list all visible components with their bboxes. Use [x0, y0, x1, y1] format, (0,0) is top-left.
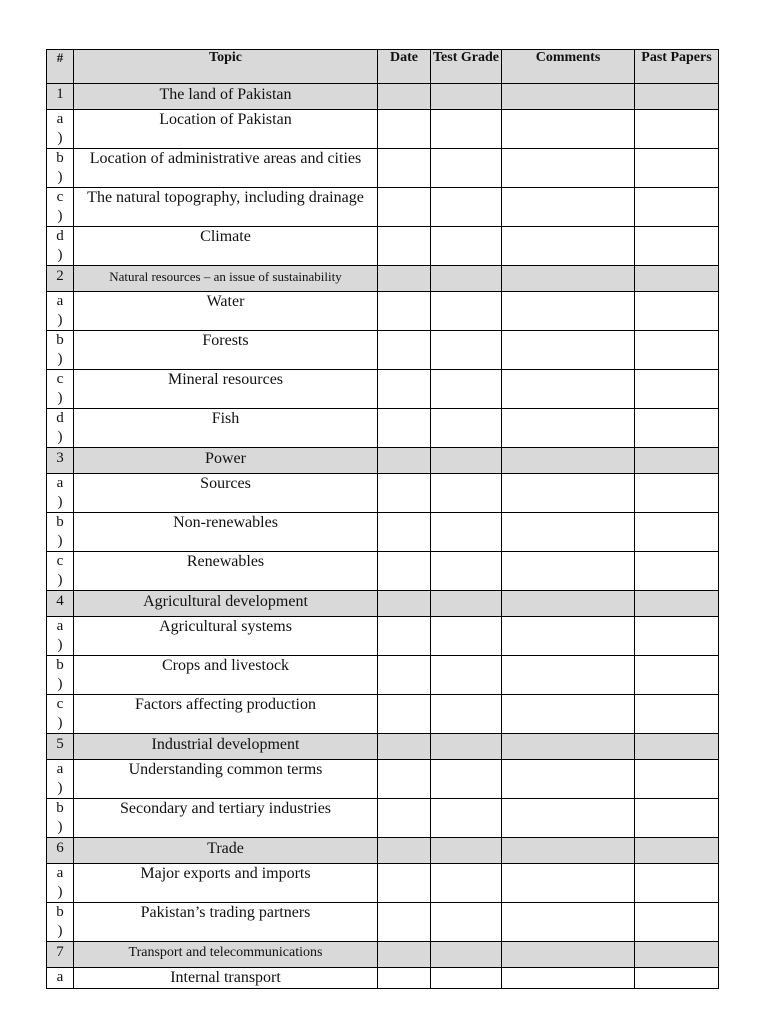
row-number — [47, 266, 74, 292]
comments-cell[interactable] — [502, 292, 635, 331]
date-cell[interactable] — [378, 266, 431, 292]
comments-cell[interactable] — [502, 474, 635, 513]
comments-cell[interactable] — [502, 864, 635, 903]
row-number-paren: ) — [57, 208, 63, 224]
header-past-papers: Past Papers — [635, 50, 719, 84]
row-number — [47, 149, 74, 188]
topic-cell: Crops and livestock — [74, 656, 378, 695]
row-number-paren: ) — [57, 247, 63, 263]
table-row — [47, 552, 719, 591]
date-cell[interactable] — [378, 617, 431, 656]
row-number — [47, 903, 74, 942]
table-row — [47, 227, 719, 266]
test-grade-cell[interactable] — [431, 552, 502, 591]
past-papers-cell[interactable] — [635, 370, 719, 409]
comments-cell[interactable] — [502, 838, 635, 864]
row-number — [47, 370, 74, 409]
past-papers-cell[interactable] — [635, 474, 719, 513]
table-row — [47, 370, 719, 409]
past-papers-cell[interactable] — [635, 760, 719, 799]
comments-cell[interactable] — [502, 799, 635, 838]
test-grade-cell[interactable] — [431, 591, 502, 617]
section-title: Agricultural development — [74, 591, 378, 617]
row-number-paren: ) — [57, 533, 63, 549]
row-number-label: 1 — [56, 86, 64, 102]
row-number-paren: ) — [57, 312, 63, 328]
test-grade-cell[interactable] — [431, 513, 502, 552]
topic-cell: Pakistan’s trading partners — [74, 903, 378, 942]
row-number — [47, 968, 74, 989]
test-grade-cell[interactable] — [431, 292, 502, 331]
row-number — [47, 84, 74, 110]
row-number — [47, 838, 74, 864]
section-row — [47, 942, 719, 968]
date-cell[interactable] — [378, 409, 431, 448]
past-papers-cell[interactable] — [635, 799, 719, 838]
past-papers-cell[interactable] — [635, 838, 719, 864]
section-row — [47, 734, 719, 760]
past-papers-cell[interactable] — [635, 110, 719, 149]
topic-cell: Forests — [74, 331, 378, 370]
date-cell[interactable] — [378, 799, 431, 838]
table-row — [47, 110, 719, 149]
test-grade-cell[interactable] — [431, 448, 502, 474]
past-papers-cell[interactable] — [635, 331, 719, 370]
row-number-paren: ) — [57, 780, 63, 796]
table-row — [47, 331, 719, 370]
topic-cell: Agricultural systems — [74, 617, 378, 656]
date-cell[interactable] — [378, 942, 431, 968]
section-title: Power — [74, 448, 378, 474]
test-grade-cell[interactable] — [431, 84, 502, 110]
table-row — [47, 695, 719, 734]
test-grade-cell[interactable] — [431, 968, 502, 989]
topic-cell: Location of Pakistan — [74, 110, 378, 149]
row-number — [47, 864, 74, 903]
table-row — [47, 188, 719, 227]
row-number-label: a — [56, 111, 64, 127]
date-cell[interactable] — [378, 552, 431, 591]
row-number-label: c — [56, 371, 64, 387]
test-grade-cell[interactable] — [431, 110, 502, 149]
test-grade-cell[interactable] — [431, 617, 502, 656]
row-number — [47, 942, 74, 968]
row-number — [47, 513, 74, 552]
comments-cell[interactable] — [502, 188, 635, 227]
test-grade-cell[interactable] — [431, 227, 502, 266]
section-row — [47, 266, 719, 292]
row-number-paren: ) — [57, 819, 63, 835]
date-cell[interactable] — [378, 149, 431, 188]
comments-cell[interactable] — [502, 903, 635, 942]
row-number-label: 7 — [56, 944, 64, 960]
test-grade-cell[interactable] — [431, 760, 502, 799]
comments-cell[interactable] — [502, 266, 635, 292]
test-grade-cell[interactable] — [431, 266, 502, 292]
section-row — [47, 84, 719, 110]
row-number-label: b — [56, 150, 64, 166]
topic-cell: Mineral resources — [74, 370, 378, 409]
table-row — [47, 149, 719, 188]
topic-cell: The natural topography, including drainage — [74, 188, 378, 227]
row-number — [47, 292, 74, 331]
row-number — [47, 799, 74, 838]
row-number — [47, 695, 74, 734]
date-cell[interactable] — [378, 84, 431, 110]
row-number — [47, 656, 74, 695]
past-papers-cell[interactable] — [635, 448, 719, 474]
row-number-paren: ) — [57, 676, 63, 692]
comments-cell[interactable] — [502, 84, 635, 110]
row-number — [47, 552, 74, 591]
row-number — [47, 110, 74, 149]
comments-cell[interactable] — [502, 149, 635, 188]
row-number-paren: ) — [57, 884, 63, 900]
comments-cell[interactable] — [502, 617, 635, 656]
row-number-label: d — [56, 410, 64, 426]
date-cell[interactable] — [378, 864, 431, 903]
row-number-label: a — [56, 618, 64, 634]
section-row — [47, 448, 719, 474]
date-cell[interactable] — [378, 474, 431, 513]
test-grade-cell[interactable] — [431, 331, 502, 370]
past-papers-cell[interactable] — [635, 734, 719, 760]
row-number — [47, 227, 74, 266]
row-number-label: c — [56, 553, 64, 569]
test-grade-cell[interactable] — [431, 188, 502, 227]
row-number-paren: ) — [57, 494, 63, 510]
row-number-paren: ) — [57, 715, 63, 731]
row-number-label: a — [56, 865, 64, 881]
comments-cell[interactable] — [502, 942, 635, 968]
test-grade-cell[interactable] — [431, 838, 502, 864]
row-number-paren: ) — [57, 169, 63, 185]
row-number-paren: ) — [57, 429, 63, 445]
date-cell[interactable] — [378, 513, 431, 552]
test-grade-cell[interactable] — [431, 656, 502, 695]
topic-cell: Fish — [74, 409, 378, 448]
row-number-paren: ) — [57, 923, 63, 939]
topic-cell: Non-renewables — [74, 513, 378, 552]
date-cell[interactable] — [378, 591, 431, 617]
date-cell[interactable] — [378, 968, 431, 989]
topic-cell: Factors affecting production — [74, 695, 378, 734]
header-number: # — [47, 50, 74, 84]
row-number-label: b — [56, 904, 64, 920]
past-papers-cell[interactable] — [635, 188, 719, 227]
comments-cell[interactable] — [502, 552, 635, 591]
table-row — [47, 474, 719, 513]
comments-cell[interactable] — [502, 370, 635, 409]
topic-cell: Understanding common terms — [74, 760, 378, 799]
topic-cell: Climate — [74, 227, 378, 266]
table-row — [47, 292, 719, 331]
past-papers-cell[interactable] — [635, 513, 719, 552]
row-number-label: 6 — [56, 840, 64, 856]
test-grade-cell[interactable] — [431, 864, 502, 903]
test-grade-cell[interactable] — [431, 903, 502, 942]
table-row — [47, 903, 719, 942]
date-cell[interactable] — [378, 760, 431, 799]
date-cell[interactable] — [378, 292, 431, 331]
topic-cell: Location of administrative areas and cities — [74, 149, 378, 188]
past-papers-cell[interactable] — [635, 695, 719, 734]
section-row — [47, 838, 719, 864]
test-grade-cell[interactable] — [431, 474, 502, 513]
date-cell[interactable] — [378, 331, 431, 370]
date-cell[interactable] — [378, 838, 431, 864]
test-grade-cell[interactable] — [431, 695, 502, 734]
date-cell[interactable] — [378, 656, 431, 695]
past-papers-cell[interactable] — [635, 864, 719, 903]
comments-cell[interactable] — [502, 448, 635, 474]
past-papers-cell[interactable] — [635, 149, 719, 188]
topic-cell: Renewables — [74, 552, 378, 591]
past-papers-cell[interactable] — [635, 942, 719, 968]
past-papers-cell[interactable] — [635, 552, 719, 591]
past-papers-cell[interactable] — [635, 903, 719, 942]
date-cell[interactable] — [378, 695, 431, 734]
comments-cell[interactable] — [502, 760, 635, 799]
row-number-label: b — [56, 514, 64, 530]
row-number — [47, 331, 74, 370]
row-number-paren: ) — [57, 130, 63, 146]
date-cell[interactable] — [378, 448, 431, 474]
row-number — [47, 591, 74, 617]
row-number-label: 2 — [56, 268, 64, 284]
past-papers-cell[interactable] — [635, 84, 719, 110]
date-cell[interactable] — [378, 734, 431, 760]
row-number — [47, 409, 74, 448]
past-papers-cell[interactable] — [635, 968, 719, 989]
topic-cell: Secondary and tertiary industries — [74, 799, 378, 838]
section-title: Natural resources – an issue of sustainability — [74, 266, 378, 292]
row-number-label: c — [56, 189, 64, 205]
row-number — [47, 188, 74, 227]
past-papers-cell[interactable] — [635, 227, 719, 266]
row-number-label: c — [56, 696, 64, 712]
date-cell[interactable] — [378, 370, 431, 409]
row-number-label: 4 — [56, 593, 64, 609]
past-papers-cell[interactable] — [635, 409, 719, 448]
section-title: Trade — [74, 838, 378, 864]
header-date: Date — [378, 50, 431, 84]
row-number-paren: ) — [57, 390, 63, 406]
test-grade-cell[interactable] — [431, 370, 502, 409]
topic-cell: Water — [74, 292, 378, 331]
date-cell[interactable] — [378, 188, 431, 227]
test-grade-cell[interactable] — [431, 409, 502, 448]
row-number-label: b — [56, 332, 64, 348]
header-comments: Comments — [502, 50, 635, 84]
table-row — [47, 656, 719, 695]
table-body — [47, 84, 719, 989]
row-number-paren: ) — [57, 572, 63, 588]
section-title: Transport and telecommunications — [74, 942, 378, 968]
table-row — [47, 864, 719, 903]
topic-cell: Major exports and imports — [74, 864, 378, 903]
row-number — [47, 474, 74, 513]
test-grade-cell[interactable] — [431, 799, 502, 838]
comments-cell[interactable] — [502, 227, 635, 266]
date-cell[interactable] — [378, 110, 431, 149]
date-cell[interactable] — [378, 227, 431, 266]
test-grade-cell[interactable] — [431, 149, 502, 188]
row-number-paren: ) — [57, 637, 63, 653]
section-title: The land of Pakistan — [74, 84, 378, 110]
test-grade-cell[interactable] — [431, 734, 502, 760]
comments-cell[interactable] — [502, 513, 635, 552]
row-number-label: b — [56, 657, 64, 673]
table-row — [47, 760, 719, 799]
comments-cell[interactable] — [502, 734, 635, 760]
header-topic: Topic — [74, 50, 378, 84]
table-row — [47, 513, 719, 552]
row-number — [47, 617, 74, 656]
table-row — [47, 617, 719, 656]
row-number-label: d — [56, 228, 64, 244]
row-number-label: 5 — [56, 736, 64, 752]
comments-cell[interactable] — [502, 409, 635, 448]
row-number — [47, 448, 74, 474]
past-papers-cell[interactable] — [635, 591, 719, 617]
topic-cell: Sources — [74, 474, 378, 513]
past-papers-cell[interactable] — [635, 617, 719, 656]
row-number — [47, 760, 74, 799]
past-papers-cell[interactable] — [635, 266, 719, 292]
table-row — [47, 799, 719, 838]
section-title: Industrial development — [74, 734, 378, 760]
test-grade-cell[interactable] — [431, 942, 502, 968]
topic-tracker-table — [46, 49, 719, 989]
row-number-paren: ) — [57, 351, 63, 367]
date-cell[interactable] — [378, 903, 431, 942]
comments-cell[interactable] — [502, 331, 635, 370]
comments-cell[interactable] — [502, 968, 635, 989]
comments-cell[interactable] — [502, 656, 635, 695]
past-papers-cell[interactable] — [635, 292, 719, 331]
comments-cell[interactable] — [502, 695, 635, 734]
table-header-row — [47, 50, 719, 84]
header-test-grade: Test Grade — [431, 50, 502, 84]
past-papers-cell[interactable] — [635, 656, 719, 695]
table-row — [47, 409, 719, 448]
row-number-label: a — [56, 969, 64, 985]
row-number-label: b — [56, 800, 64, 816]
row-number-label: a — [56, 475, 64, 491]
row-number-label: 3 — [56, 450, 64, 466]
table-row — [47, 968, 719, 989]
row-number-label: a — [56, 761, 64, 777]
row-number — [47, 734, 74, 760]
topic-cell: Internal transport — [74, 968, 378, 989]
comments-cell[interactable] — [502, 110, 635, 149]
row-number-label: a — [56, 293, 64, 309]
section-row — [47, 591, 719, 617]
comments-cell[interactable] — [502, 591, 635, 617]
